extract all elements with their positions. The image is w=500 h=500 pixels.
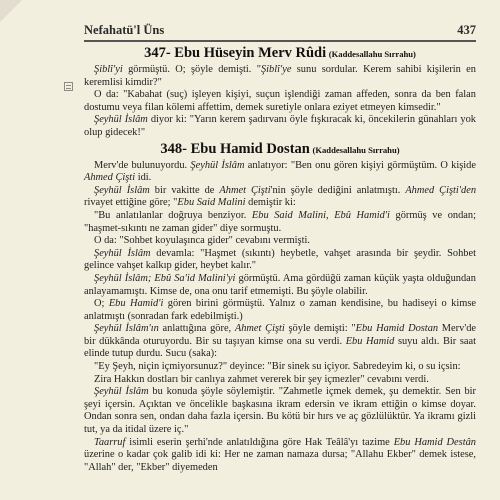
paragraph xyxy=(84,361,476,374)
paragraph xyxy=(84,298,476,323)
paragraph xyxy=(84,64,476,89)
text-run: idi. xyxy=(135,172,152,184)
emphasis-text: Ebu Hamid Dostan xyxy=(355,323,439,335)
emphasis-text: Şiblî'yi xyxy=(94,64,123,75)
text-run: O da: "Sohbet koyulaşınca gider" cevabını vermişti. xyxy=(94,235,310,247)
paragraph xyxy=(84,114,476,139)
emphasis-text: Şeyhül İslâm xyxy=(94,247,151,259)
paragraph xyxy=(84,323,476,361)
running-header xyxy=(84,22,476,40)
text-run: bir vakitte de xyxy=(149,184,220,196)
book-title: Nefahatü'l Üns xyxy=(84,23,165,37)
emphasis-text: Ahmed Çişti'den xyxy=(405,184,477,196)
text-run: görmüş ve ondan; "haşmet-sıkıntı ne zaman gider" diye sormuştu. xyxy=(84,209,476,234)
paragraph xyxy=(84,235,476,248)
text-run: anlattığına göre, xyxy=(158,323,235,335)
emphasis-text: Ebu Hamid'i xyxy=(108,298,164,310)
emphasis-text: Şeyhül İslâm xyxy=(94,184,150,196)
page-number: 437 xyxy=(457,23,476,37)
text-run: anlatıyor: "Ben onu gören kişiyi görmüştüm. O kişide xyxy=(244,159,476,171)
paragraph xyxy=(84,160,476,185)
text-run: görmüştü. Ama gördüğü zaman küçük yaşta olduğundan anlayamamıştı. Kimse de, ona onu tarif etmemişti. Bu şöyle olabilir. xyxy=(84,272,476,297)
emphasis-text: Ahmet Çişti xyxy=(219,184,271,196)
section-title: 347- Ebu Hüseyin Merv Rûdi xyxy=(144,45,327,61)
emphasis-text: Ebu Said Malini, Ebû Hamid'i xyxy=(251,209,390,221)
paragraph xyxy=(84,248,476,273)
text-run: 'nin şöyle dediğini anlatmıştı. xyxy=(270,184,406,196)
text-run: rivayet ettiğine göre; " xyxy=(84,197,178,209)
paragraph xyxy=(84,185,476,210)
emphasis-text: Şeyhül İslâm xyxy=(94,386,149,398)
paragraph xyxy=(84,210,476,235)
emphasis-text: Ebu Hamid Destân xyxy=(393,436,476,448)
text-run: Merv'de bir dükkânda oturuyordu. Bir su taşıyan kimse ona su verdi. xyxy=(84,323,476,347)
text-run: bu konuda şöyle söylemiştir. "Zahmetle içmek demek, şu demektir. Sen bir şeyi içersin. Açıktan ve öncelikle başkasına ikram edersin ve ikram ettiğin o kimse doyar. Ondan sonra sen, ondan daha fazla içersin. Bu kötü bir hırs ve aç gözlülüktür. Ya ikramı gizli tut, ya da itidal üzere iç." xyxy=(84,386,476,436)
emphasis-text: Ebu Hamid xyxy=(345,335,395,347)
text-run: diyor ki: "Yarın kerem şadırvanı öyle fışkıracak ki, öncekilerin günahları yok olup gidecek!" xyxy=(84,114,476,138)
emphasis-text: Taarruf xyxy=(94,436,126,448)
section-subtitle: (Kaddesallahu Sırrahu) xyxy=(312,144,400,155)
text-run: Zira Hakkın dostları bir canlıya zahmet vererek bir şey içmezler" cevabını verdi. xyxy=(94,373,429,385)
emphasis-text: Ahmet Çişti xyxy=(234,323,285,335)
emphasis-text: Ahmed Çişti xyxy=(84,172,136,184)
section-subtitle: (Kaddesallahu Sırrahu) xyxy=(328,49,416,59)
emphasis-text: Şeyhül İslâm; Ebû Sa'id Malini'yi xyxy=(94,272,236,284)
text-run: demiştir ki: xyxy=(245,197,296,209)
text-run: üzerine o kadar çok galib idi ki: Her ne zaman namaza dursa; "Allahu Ekber" demek istese, "Allah" der, "Ekber" diyemeden xyxy=(84,449,476,473)
text-run: isimli eserin şerhi'nde anlatıldığına göre Hak Teâlâ'yı tazime xyxy=(125,436,394,448)
section-heading xyxy=(84,44,476,64)
paragraph xyxy=(84,273,476,298)
emphasis-text: Ebu Said Malini xyxy=(177,197,246,209)
text-run: "Ey Şeyh, niçin içmiyorsunuz?" deyince: "Bir sinek su içiyor. Sabredeyim ki, o su içsin: xyxy=(94,361,461,373)
emphasis-text: Şiblî'ye xyxy=(260,64,292,75)
text-run: görmüştü. O; şöyle demişti. " xyxy=(122,64,261,75)
text-run: "Bu anlatılanlar doğruya benziyor. xyxy=(94,209,252,221)
text-run: O; xyxy=(94,298,109,310)
text-run: devamla: "Haşmet (sıkıntı) heybetle, vahşet arasında bir şeydir. Sohbet gelince vahşet kalkıp gider, heybet kalır." xyxy=(84,247,477,272)
text-run: O da: "Kabahat (suç) işleyen kişiyi, suçun işlendiği zaman affeden, sonra da ben falan dostumu veya filan kölemi affettim, demek suretiyle onlara eziyet etmeyen kimsedir." xyxy=(84,89,476,113)
emphasis-text: Şeyhül İslâm xyxy=(190,159,245,171)
page-corner-shade xyxy=(0,0,22,22)
paragraph xyxy=(84,437,476,475)
paragraph xyxy=(84,374,476,387)
section-title: 348- Ebu Hamid Dostan xyxy=(160,140,310,157)
section-heading xyxy=(84,140,476,160)
text-run: suyu aldı. Bir saat elinde tutup durdu. Sucu (saka): xyxy=(84,335,476,360)
header-rule xyxy=(84,40,476,42)
paragraph xyxy=(84,89,476,114)
emphasis-text: Şeyhül İslâm xyxy=(94,114,148,126)
page-body xyxy=(84,44,476,474)
paragraph xyxy=(84,386,476,436)
emphasis-text: Şeyhül İslâm'ın xyxy=(94,323,159,335)
text-run: sunu sordular. Kerem sahibi kişilerin en keremlisi kimdir?" xyxy=(84,64,476,88)
text-run: şöyle demişti: " xyxy=(284,323,356,335)
text-run: gören birini görmüştü. Yalnız o zaman kendisine, bu hadiseyi o kimse anlatmıştı (sonradan fark edebilmişti.) xyxy=(84,298,476,322)
text-run: Merv'de bulunuyordu. xyxy=(94,159,191,171)
page-tab-icon xyxy=(64,82,73,91)
